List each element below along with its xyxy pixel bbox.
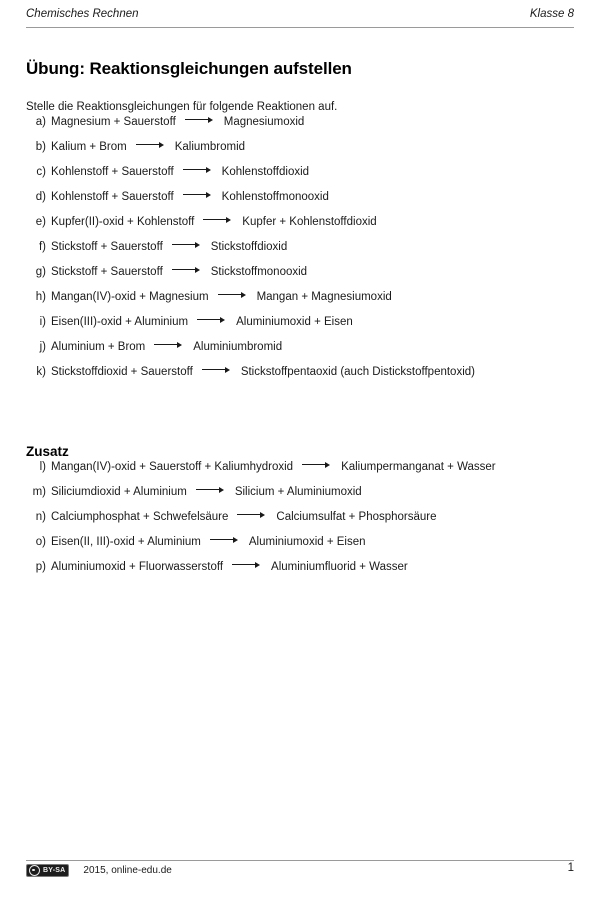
reaction-reactants: Eisen(II, III)-oxid + Aluminium xyxy=(51,536,201,548)
reaction-arrow-icon xyxy=(185,115,215,125)
running-header xyxy=(26,8,574,20)
section-heading-zusatz: Zusatz xyxy=(26,444,69,460)
reaction-reactants: Aluminium + Brom xyxy=(51,341,146,353)
reaction-reactants: Calciumphosphat + Schwefelsäure xyxy=(51,511,229,523)
reaction-reactants: Stickstoffdioxid + Sauerstoff xyxy=(51,366,193,378)
exercise-label: g) xyxy=(35,266,46,278)
reaction-reactants: Kalium + Brom xyxy=(51,141,127,153)
reaction-products: Kaliumpermanganat + Wasser xyxy=(341,461,496,473)
exercise-item xyxy=(26,240,578,265)
reaction-products: Kaliumbromid xyxy=(174,141,246,153)
exercise-item xyxy=(26,460,578,485)
cc-circle-icon xyxy=(29,865,40,876)
page-title: Übung: Reaktionsgleichungen aufstellen xyxy=(26,59,352,79)
exercise-list-main xyxy=(26,115,578,390)
exercise-label: a) xyxy=(35,116,46,128)
instruction-text: Stelle die Reaktionsgleichungen für folgende Reaktionen auf. xyxy=(26,100,338,113)
reaction-products: Kohlenstoffmonooxid xyxy=(221,191,329,203)
reaction-arrow-icon xyxy=(196,485,226,495)
exercise-item xyxy=(26,215,578,240)
reaction-arrow-icon xyxy=(237,510,267,520)
reaction-equation xyxy=(51,560,408,573)
reaction-products: Aluminiumoxid + Eisen xyxy=(248,536,366,548)
reaction-products: Silicium + Aluminiumoxid xyxy=(234,486,362,498)
reaction-equation xyxy=(51,485,362,498)
reaction-equation xyxy=(51,535,366,548)
exercise-label: c) xyxy=(36,166,46,178)
reaction-reactants: Siliciumdioxid + Aluminium xyxy=(51,486,187,498)
reaction-reactants: Kohlenstoff + Sauerstoff xyxy=(51,191,174,203)
reaction-reactants: Kupfer(II)-oxid + Kohlenstoff xyxy=(51,216,195,228)
exercise-label: i) xyxy=(39,316,46,328)
reaction-products: Aluminiumoxid + Eisen xyxy=(236,316,353,328)
reaction-reactants: Eisen(III)-oxid + Aluminium xyxy=(51,316,189,328)
reaction-arrow-icon xyxy=(136,140,166,150)
exercise-label: l) xyxy=(39,461,46,473)
page-footer xyxy=(26,864,574,877)
reaction-arrow-icon xyxy=(172,265,202,275)
reaction-equation xyxy=(51,290,392,303)
exercise-label: f) xyxy=(38,241,46,253)
reaction-products: Stickstoffdioxid xyxy=(210,241,288,253)
exercise-label: o) xyxy=(35,536,46,548)
reaction-products: Kupfer + Kohlenstoffdioxid xyxy=(242,216,377,228)
reaction-products: Magnesiumoxid xyxy=(223,116,305,128)
page-number: 1 xyxy=(567,862,574,874)
exercise-label: d) xyxy=(35,191,46,203)
exercise-label: n) xyxy=(35,511,46,523)
reaction-products: Stickstoffpentaoxid (auch Distickstoffpentoxid) xyxy=(240,366,475,378)
reaction-arrow-icon xyxy=(202,365,232,375)
exercise-item xyxy=(26,560,578,585)
reaction-arrow-icon xyxy=(183,165,213,175)
reaction-equation xyxy=(51,240,287,253)
reaction-reactants: Aluminiumoxid + Fluorwasserstoff xyxy=(51,561,224,573)
reaction-equation xyxy=(51,190,329,203)
reaction-products: Calciumsulfat + Phosphorsäure xyxy=(276,511,437,523)
exercise-item xyxy=(26,265,578,290)
reaction-arrow-icon xyxy=(218,290,248,300)
reaction-arrow-icon xyxy=(183,190,213,200)
exercise-item xyxy=(26,535,578,560)
reaction-arrow-icon xyxy=(302,460,332,470)
reaction-products: Mangan + Magnesiumoxid xyxy=(256,291,392,303)
exercise-item xyxy=(26,290,578,315)
exercise-label: e) xyxy=(35,216,46,228)
exercise-item xyxy=(26,365,578,390)
exercise-list-extra xyxy=(26,460,578,585)
exercise-label: h) xyxy=(35,291,46,303)
reaction-reactants: Kohlenstoff + Sauerstoff xyxy=(51,166,174,178)
reaction-reactants: Magnesium + Sauerstoff xyxy=(51,116,176,128)
exercise-item xyxy=(26,115,578,140)
exercise-item xyxy=(26,140,578,165)
reaction-products: Aluminiumbromid xyxy=(193,341,283,353)
reaction-equation xyxy=(51,215,377,228)
reaction-arrow-icon xyxy=(210,535,240,545)
exercise-label: p) xyxy=(35,561,46,573)
reaction-equation xyxy=(51,140,245,153)
exercise-item xyxy=(26,340,578,365)
reaction-equation xyxy=(51,460,496,473)
reaction-arrow-icon xyxy=(154,340,184,350)
exercise-label: m) xyxy=(32,486,46,498)
reaction-products: Kohlenstoffdioxid xyxy=(221,166,310,178)
reaction-arrow-icon xyxy=(197,315,227,325)
reaction-equation xyxy=(51,315,353,328)
reaction-equation xyxy=(51,510,437,523)
cc-license-terms: BY-SA xyxy=(43,867,66,874)
exercise-item xyxy=(26,315,578,340)
exercise-item xyxy=(26,510,578,535)
exercise-label: k) xyxy=(36,366,46,378)
header-grade: Klasse 8 xyxy=(529,8,574,20)
footer-divider xyxy=(26,860,574,861)
reaction-products: Stickstoffmonooxid xyxy=(210,266,308,278)
header-subject: Chemisches Rechnen xyxy=(26,8,139,20)
reaction-reactants: Mangan(IV)-oxid + Magnesium xyxy=(51,291,209,303)
reaction-products: Aluminiumfluorid + Wasser xyxy=(271,561,408,573)
exercise-label: j) xyxy=(39,341,46,353)
exercise-item xyxy=(26,190,578,215)
exercise-item xyxy=(26,485,578,510)
reaction-reactants: Mangan(IV)-oxid + Sauerstoff + Kaliumhydroxid xyxy=(51,461,294,473)
reaction-arrow-icon xyxy=(172,240,202,250)
header-divider xyxy=(26,27,574,28)
reaction-equation xyxy=(51,365,475,378)
reaction-equation xyxy=(51,265,307,278)
reaction-arrow-icon xyxy=(203,215,233,225)
reaction-equation xyxy=(51,115,304,128)
creative-commons-license-icon xyxy=(26,864,69,877)
exercise-label: b) xyxy=(35,141,46,153)
reaction-reactants: Stickstoff + Sauerstoff xyxy=(51,241,163,253)
reaction-reactants: Stickstoff + Sauerstoff xyxy=(51,266,163,278)
exercise-item xyxy=(26,165,578,190)
footer-credit: 2015, online-edu.de xyxy=(83,865,172,876)
reaction-equation xyxy=(51,165,309,178)
reaction-arrow-icon xyxy=(232,560,262,570)
reaction-equation xyxy=(51,340,282,353)
